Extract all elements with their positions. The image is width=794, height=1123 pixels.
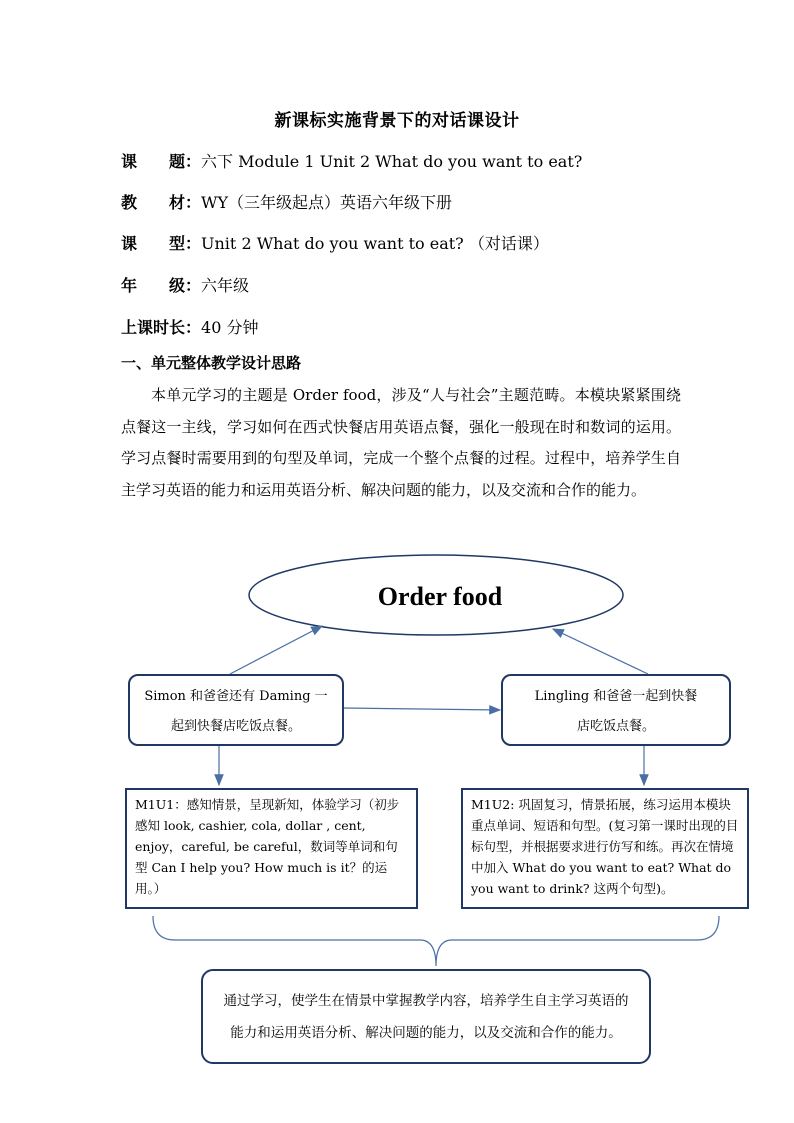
- meta-label: 年 级：: [121, 276, 202, 295]
- meta-label: 上课时长：: [121, 318, 202, 337]
- meta-label: 教 材：: [121, 193, 202, 212]
- meta-label: 课 型：: [121, 234, 202, 253]
- meta-label: 课 题：: [121, 152, 202, 171]
- meta-value: 40 分钟: [201, 318, 259, 337]
- meta-value: Unit 2 What do you want to eat? （对话课）: [201, 234, 549, 253]
- left-detail-box: [125, 788, 418, 909]
- center-topic-label: Order food: [377, 582, 503, 611]
- right-scene-box: [501, 674, 731, 746]
- page-title: 新课标实施背景下的对话课设计: [274, 111, 520, 131]
- right-scene-text: Lingling 和爸爸一起到快餐店吃饭点餐。: [534, 689, 698, 734]
- meta-value: 六年级: [201, 276, 250, 295]
- section-heading: 一、单元整体教学设计思路: [121, 354, 302, 372]
- meta-value: WY（三年级起点）英语六年级下册: [201, 193, 453, 212]
- summary-box: [201, 969, 651, 1064]
- summary-text: 通过学习，使学生在情景中掌握教学内容，培养学生自主学习英语的能力和运用英语分析、解决问题的能力，以及交流和合作的能力。: [223, 993, 629, 1041]
- right-detail-text: M1U2: 巩固复习，情景拓展，练习运用本模块重点单词、短语和句型。(复习第一课时出现的目标句型，并根据要求进行仿写和练。再次在情境中加入 What do you want to eat? What do you want to drink? 这两个句型)。: [471, 797, 739, 896]
- left-detail-text: M1U1：感知情景，呈现新知，体验学习（初步感知 look, cashier, cola, dollar , cent, enjoy，careful, be careful，数词等单词和句型 Can I help you? How much is it？的运用。）: [135, 797, 400, 896]
- arrow-right-to-center: [553, 629, 648, 674]
- left-scene-text: Simon 和爸爸还有 Daming 一起到快餐店吃饭点餐。: [144, 689, 328, 734]
- right-detail-box: [461, 788, 749, 909]
- summary-brace: [153, 916, 719, 966]
- section-paragraph: 本单元学习的主题是 Order food，涉及“人与社会”主题范畴。本模块紧紧围绕点餐这一主线，学习如何在西式快餐店用英语点餐，强化一般现在时和数词的运用。学习点餐时需要用到的句型及单词，完成一个整个点餐的过程。过程中，培养学生自主学习英语的能力和运用英语分析、解决问题的能力，以及交流和合作的能力。: [121, 386, 681, 499]
- meta-value: 六下 Module 1 Unit 2 What do you want to eat?: [201, 152, 583, 171]
- arrow-left-to-center: [230, 626, 322, 674]
- arrow-left-to-right: [344, 708, 500, 710]
- left-scene-box: [128, 674, 344, 746]
